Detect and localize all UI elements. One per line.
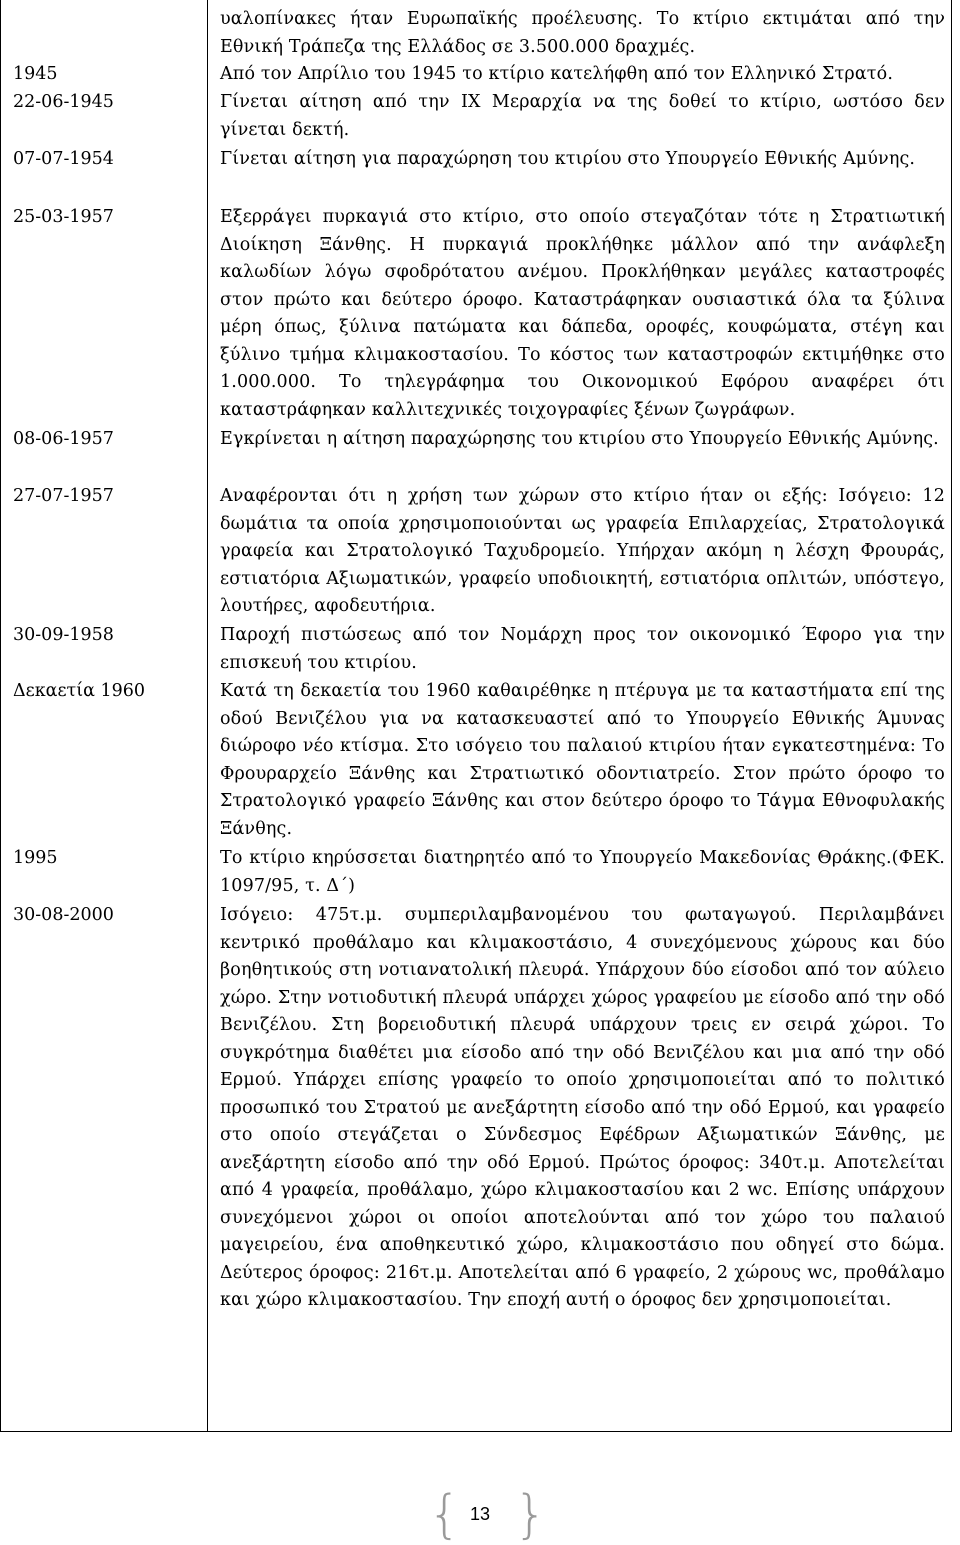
date-cell: 1995 <box>13 848 58 868</box>
description-cell: Εξερράγει πυρκαγιά στο κτίριο, στο οποίο στεγαζόταν τότε η Στρατιωτική Διοίκηση Ξάνθης. Η πυρκαγιά προκλήθηκε μάλλον από την ανάφλεξη καλωδίων λόγω σφοδρότατου ανέμου. Προκλήθηκαν μεγάλες καταστροφές στον πρώτο και δεύτερο όροφο. Καταστράφηκαν ουσιαστικά όλα τα ξύλινα μέρη όπως, ξύλινα πατώματα και δάπεδα, οροφές, κουφώματα, στέγη και ξύλινο τμήμα κλιμακοστασίου. Το κόστος των καταστροφών εκτιμήθηκε στο 1.000.000. Το τηλεγράφημα του Οικονομικού Εφόρου αναφέρει ότι καταστράφηκαν καλλιτεχνικές τοιχογραφίες ξένων ζωγράφων. <box>220 207 945 420</box>
date-cell: 30-09-1958 <box>13 625 114 645</box>
date-cell: 08-06-1957 <box>13 429 114 449</box>
description-cell: Εγκρίνεται η αίτηση παραχώρησης του κτιρίου στο Υπουργείο Εθνικής Αμύνης. <box>220 429 939 449</box>
date-cell: 22-06-1945 <box>13 92 114 112</box>
date-cell: 27-07-1957 <box>13 486 114 506</box>
page-number: 13 <box>469 1504 491 1524</box>
date-cell: Δεκαετία 1960 <box>13 681 145 701</box>
description-cell: Από τον Απρίλιο του 1945 το κτίριο κατελήφθη από τον Ελληνικό Στρατό. <box>220 64 894 84</box>
date-cell: 25-03-1957 <box>13 207 114 227</box>
description-cell: Παροχή πιστώσεως από τον Νομάρχη προς τον οικονομικό Έφορο για την επισκευή του κτιρίου. <box>220 625 945 673</box>
description-cell: Ισόγειο: 475τ.μ. συμπεριλαμβανομένου του φωταγωγού. Περιλαμβάνει κεντρικό προθάλαμο και κλιμακοστάσιο, 4 συνεχόμενους χώρους και δύο βοηθητικούς στη νοτιανατολική πλευρά. Υπάρχουν δύο είσοδοι από τον αύλειο χώρο. Στην νοτιοδυτική πλευρά υπάρχει χώρος γραφείου με είσοδο από την οδό Βενιζέλου. Στη βορειοδυτική πλευρά υπάρχουν τρεις εν σειρά χώροι. Το συγκρότημα διαθέτει μια είσοδο από την οδό Βενιζέλου και μια από την οδό Ερμού. Υπάρχει επίσης γραφείο το οποίο χρησιμοποιείται από το πολιτικό προσωπικό του Στρατού με ανεξάρτητη είσοδο από την οδό Ερμού, και γραφείο στο οποίο στεγάζεται ο Σύνδεσμος Εφέδρων Αξιωματικών Ξάνθης, με ανεξάρτητη είσοδο από την οδό Ερμού. Πρώτος όροφος: 340τ.μ. Αποτελείται από 4 γραφεία, προθάλαμο, χώρο κλιμακοστασίου και 2 wc. Επίσης υπάρχουν συνεχόμενοι χώροι οι οποίοι αποτελούνται από τον χώρο του παλαιού μαγειρείου, ένα αποθηκευτικό χώρο, κλιμακοστάσιο που οδηγεί στο δώμα. Δεύτερος όροφος: 216τ.μ. Αποτελείται από 6 γραφείο, 2 χώρους wc, προθάλαμο και χώρο κλιμακοστασίου. Την εποχή αυτή ο όροφος δεν χρησιμοποιείται. <box>220 905 945 1310</box>
description-cell: Γίνεται αίτηση από την IX Μεραρχία να της δοθεί το κτίριο, ωστόσο δεν γίνεται δεκτή. <box>220 92 945 140</box>
description-cell: Κατά τη δεκαετία του 1960 καθαιρέθηκε η πτέρυγα με τα καταστήματα επί της οδού Βενιζέλου για να κατασκευαστεί από το Υπουργείο Εθνικής Άμυνας διώροφο νέο κτίσμα. Στο ισόγειο του παλαιού κτιρίου ήταν εγκατεστημένα: Το Φρουραρχείο Ξάνθης και Στρατιωτικό οδοντιατρείο. Στον πρώτο όροφο το Στρατολογικό γραφείο Ξάνθης και στον δεύτερο όροφο το Τάγμα Εθνοφυλακής Ξάνθης. <box>220 681 945 839</box>
left-brace-icon: { <box>428 1485 462 1545</box>
column-divider <box>207 0 208 1431</box>
description-cell: Το κτίριο κηρύσσεται διατηρητέο από το Υπουργείο Μακεδονίας Θράκης.(ΦΕΚ. 1097/95, τ. Δ΄) <box>220 848 945 896</box>
date-cell: 30-08-2000 <box>13 905 114 925</box>
date-cell: 07-07-1954 <box>13 149 114 169</box>
description-cell: υαλοπίνακες ήταν Ευρωπαϊκής προέλευσης. Το κτίριο εκτιμάται από την Εθνική Τράπεζα της Ελλάδος σε 3.500.000 δραχμές. <box>220 9 945 57</box>
description-cell: Γίνεται αίτηση για παραχώρηση του κτιρίου στο Υπουργείο Εθνικής Αμύνης. <box>220 149 916 169</box>
description-cell: Αναφέρονται ότι η χρήση των χώρων στο κτίριο ήταν οι εξής: Ισόγειο: 12 δωμάτια τα οποία χρησιμοποιούνται ως γραφεία Επιλαρχείας, Στρατολογικά γραφεία και Στρατολογικό Ταχυδρομείο. Υπήρχαν ακόμη η λέσχη Φρουράς, εστιατόρια Αξιωματικών, γραφείο υποδιοικητή, εστιατόρια οπλιτών, υπόστεγο, λουτήρες, αφοδευτήρια. <box>220 486 945 616</box>
date-cell: 1945 <box>13 64 58 84</box>
right-brace-icon: } <box>514 1485 548 1545</box>
page-footer <box>0 1485 960 1545</box>
